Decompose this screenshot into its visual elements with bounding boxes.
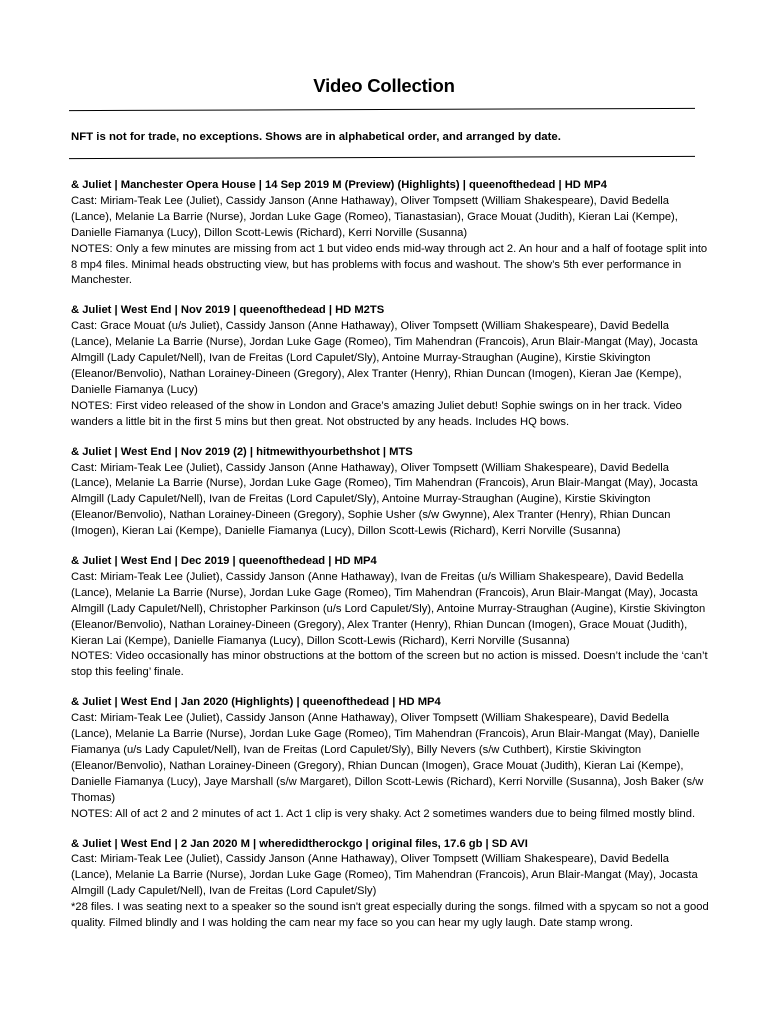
entry-notes: *28 files. I was seating next to a speaker so the sound isn't great especially during the songs. filmed with a spycam so not a good quality. Filmed blindly and I was holding the cam near my face so you can hear my ugly laugh. Date stamp wrong. <box>71 901 709 930</box>
entry-heading: & Juliet | West End | Nov 2019 (2) | hitmewithyourbethshot | MTS <box>71 445 413 458</box>
intro-note: NFT is not for trade, no exceptions. Shows are in alphabetical order, and arranged by date. <box>71 131 561 143</box>
entry-west-end-nov-2019-2 <box>71 445 711 540</box>
entry-heading: & Juliet | West End | Dec 2019 | queenofthedead | HD MP4 <box>71 555 377 568</box>
entry-notes: NOTES: Video occasionally has minor obstructions at the bottom of the screen but no action is missed. Doesn’t include the ‘can’t stop this feeling’ finale. <box>71 650 708 679</box>
entry-cast: Cast: Miriam-Teak Lee (Juliet), Cassidy Janson (Anne Hathaway), Oliver Tompsett (William Shakespeare), David Bedella (Lance), Melanie La Barrie (Nurse), Jordan Luke Gage (Romeo), Tim Mahendran (Francois), Arun Blair-Mangat (May), Jocasta Almgill (Lady Capulet/Nell), Ivan de Freitas (Lord Capulet/Sly) <box>71 853 698 898</box>
entry-heading: & Juliet | Manchester Opera House | 14 Sep 2019 M (Preview) (Highlights) | queenofthedead | HD MP4 <box>71 179 607 191</box>
entry-cast: Cast: Miriam-Teak Lee (Juliet), Cassidy Janson (Anne Hathaway), Oliver Tompsett (William Shakespeare), David Bedella (Lance), Melanie La Barrie (Nurse), Jordan Luke Gage (Romeo), Tim Mahendran (Francois), Arun Blair-Mangat (May), Jocasta Almgill (Lady Capulet/Nell), Ivan de Freitas (Lord Capulet/Sly), Antoine Murray-Straughan (Augine), Kirstie Skivington (Eleanor/Benvolio), Nathan Lorainey-Dineen (Gregory), Sophie Usher (s/w Gwynne), Alex Tranter (Henry), Rhian Duncan (Imogen), Kieran Lai (Kempe), Danielle Fiamanya (Lucy), Dillon Scott-Lewis (Richard), Kerri Norville (Susanna) <box>71 461 698 538</box>
entry-west-end-2-jan-2020 <box>71 837 711 932</box>
entry-heading: & Juliet | West End | Jan 2020 (Highlights) | queenofthedead | HD MP4 <box>71 696 441 709</box>
entry-cast: Cast: Miriam-Teak Lee (Juliet), Cassidy Janson (Anne Hathaway), Ivan de Freitas (u/s William Shakespeare), David Bedella (Lance), Melanie La Barrie (Nurse), Jordan Luke Gage (Romeo), Tim Mahendran (Francois), Arun Blair-Mangat (May), Jocasta Almgill (Lady Capulet/Nell), Christopher Parkinson (u/s Lord Capulet/Sly), Antoine Murray-Straughan (Augine), Kirstie Skivington (Eleanor/Benvolio), Nathan Lorainey-Dineen (Gregory), Alex Tranter (Henry), Rhian Duncan (Imogen), Grace Mouat (Judith), Kieran Lai (Kempe), Danielle Fiamanya (Lucy), Dillon Scott-Lewis (Richard), Kerri Norville (Susanna) <box>71 570 706 647</box>
entry-west-end-nov-2019 <box>71 303 711 430</box>
entry-west-end-dec-2019 <box>71 554 711 681</box>
entry-cast: Cast: Miriam-Teak Lee (Juliet), Cassidy Janson (Anne Hathaway), Oliver Tompsett (William Shakespeare), David Bedella (Lance), Melanie La Barrie (Nurse), Jordan Luke Gage (Romeo), Tianastasian), Grace Mouat (Judith), Kieran Lai (Kempe), Danielle Fiamanya (Lucy), Dillon Scott-Lewis (Richard), Kerri Norville (Susanna) <box>71 194 678 239</box>
entry-cast: Cast: Grace Mouat (u/s Juliet), Cassidy Janson (Anne Hathaway), Oliver Tompsett (William Shakespeare), David Bedella (Lance), Melanie La Barrie (Nurse), Jordan Luke Gage (Romeo), Tim Mahendran (Francois), Arun Blair-Mangat (May), Jocasta Almgill (Lady Capulet/Nell), Ivan de Freitas (Lord Capulet/Sly), Antoine Murray-Straughan (Augine), Kirstie Skivington (Eleanor/Benvolio), Nathan Lorainey-Dineen (Gregory), Alex Tranter (Henry), Rhian Duncan (Imogen), Kieran Jae (Kempe), Danielle Fiamanya (Lucy) <box>71 320 698 396</box>
entry-notes: NOTES: Only a few minutes are missing from act 1 but video ends mid-way through act 2. An hour and a half of footage split into 8 mp4 files. Minimal heads obstructing view, but has problems with focus and washout. The show’s 5th ever performance in Manchester. <box>71 242 708 287</box>
entries-list <box>71 178 711 946</box>
entry-notes: NOTES: All of act 2 and 2 minutes of act 1. Act 1 clip is very shaky. Act 2 sometimes wanders due to being filmed mostly blind. <box>71 807 696 820</box>
top-divider <box>69 108 695 111</box>
intro-divider <box>69 156 695 159</box>
entry-west-end-jan-2020 <box>71 695 711 822</box>
entry-notes: NOTES: First video released of the show in London and Grace’s amazing Juliet debut! Sophie swings on in her track. Video wanders a little bit in the first 5 mins but then great. Not obstructed by any heads. Includes HQ bows. <box>71 399 682 428</box>
entry-manchester-sep-2019 <box>71 178 711 289</box>
entry-heading: & Juliet | West End | Nov 2019 | queenofthedead | HD M2TS <box>71 304 385 317</box>
page-title: Video Collection <box>313 75 455 96</box>
entry-cast: Cast: Miriam-Teak Lee (Juliet), Cassidy Janson (Anne Hathaway), Oliver Tompsett (William Shakespeare), David Bedella (Lance), Melanie La Barrie (Nurse), Jordan Luke Gage (Romeo), Tim Mahendran (Francois), Arun Blair-Mangat (May), Danielle Fiamanya (u/s Lady Capulet/Nell), Ivan de Freitas (Lord Capulet/Sly), Billy Nevers (s/w Cuthbert), Kirstie Skivington (Eleanor/Benvolio), Nathan Lorainey-Dineen (Gregory), Rhian Duncan (Imogen), Grace Mouat (Judith), Kieran Lai (Kempe), Danielle Fiamanya (Lucy), Jaye Marshall (s/w Margaret), Dillon Scott-Lewis (Richard), Kerri Norville (Susanna), Josh Baker (s/w Thomas) <box>71 712 704 804</box>
entry-heading: & Juliet | West End | 2 Jan 2020 M | wheredidtherockgo | original files, 17.6 gb | SD AVI <box>71 837 528 850</box>
